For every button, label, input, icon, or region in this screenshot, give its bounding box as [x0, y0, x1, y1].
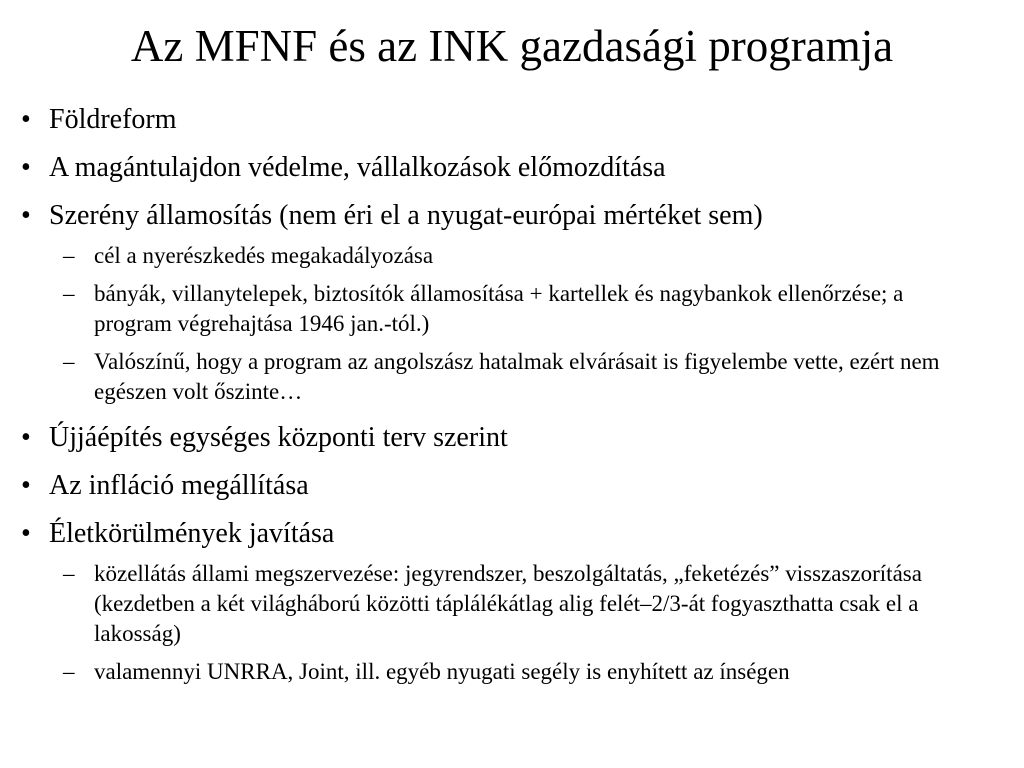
bullet-item-ujjaepites: [0, 421, 1024, 455]
dash-marker: –: [63, 243, 75, 268]
bullet-text: Szerény államosítás (nem éri el a nyugat-európai mértéket sem): [49, 200, 763, 231]
bullet-text: Életkörülmények javítása: [49, 518, 335, 549]
dash-marker: –: [63, 281, 75, 306]
sub-item-text: közellátás állami megszervezése: jegyrendszer, beszolgáltatás, „feketézés” visszaszorítása (kezdetben a két világháború közötti táplálékátlag alig felét–2/3-át fogyaszthatta csak el a lakosság): [94, 561, 922, 646]
bullet-text: Újjáépítés egységes központi terv szerint: [49, 422, 508, 453]
dash-marker: –: [63, 349, 75, 374]
bullet-marker: •: [21, 518, 31, 549]
bullet-list: [0, 99, 1024, 687]
sub-item-valoszinu: [0, 347, 1024, 407]
bullet-marker: •: [21, 200, 31, 231]
sub-item-kozellatas: [0, 559, 1024, 649]
sub-item-text: cél a nyerészkedés megakadályozása: [94, 243, 434, 268]
bullet-item-inflacio: [0, 469, 1024, 503]
sub-item-nyereszkedes: [0, 241, 1024, 271]
bullet-item-magantulajdon: [0, 151, 1024, 185]
dash-marker: –: [63, 561, 75, 586]
sub-item-text: bányák, villanytelepek, biztosítók államosítása + kartellek és nagybankok ellenőrzése; a program végrehajtása 1946 jan.-tól.): [94, 281, 904, 336]
bullet-text: Földreform: [49, 104, 177, 135]
bullet-marker: •: [21, 152, 31, 183]
bullet-marker: •: [21, 422, 31, 453]
sub-item-text: Valószínű, hogy a program az angolszász hatalmak elvárásait is figyelembe vette, ezért nem egészen volt őszinte…: [94, 349, 940, 404]
bullet-item-eletkorulmenyek: [0, 517, 1024, 551]
bullet-item-foldreform: [0, 103, 1024, 137]
bullet-marker: •: [21, 104, 31, 135]
bullet-marker: •: [21, 470, 31, 501]
bullet-item-allamositas: [0, 199, 1024, 233]
dash-marker: –: [63, 659, 75, 684]
sub-item-segely: [0, 657, 1024, 687]
slide-title: Az MFNF és az INK gazdasági programja: [130, 21, 894, 71]
bullet-text: Az infláció megállítása: [49, 470, 309, 501]
bullet-text: A magántulajdon védelme, vállalkozások előmozdítása: [49, 152, 666, 183]
sub-item-text: valamennyi UNRRA, Joint, ill. egyéb nyugati segély is enyhített az ínségen: [94, 659, 790, 684]
sub-item-banyak: [0, 279, 1024, 339]
